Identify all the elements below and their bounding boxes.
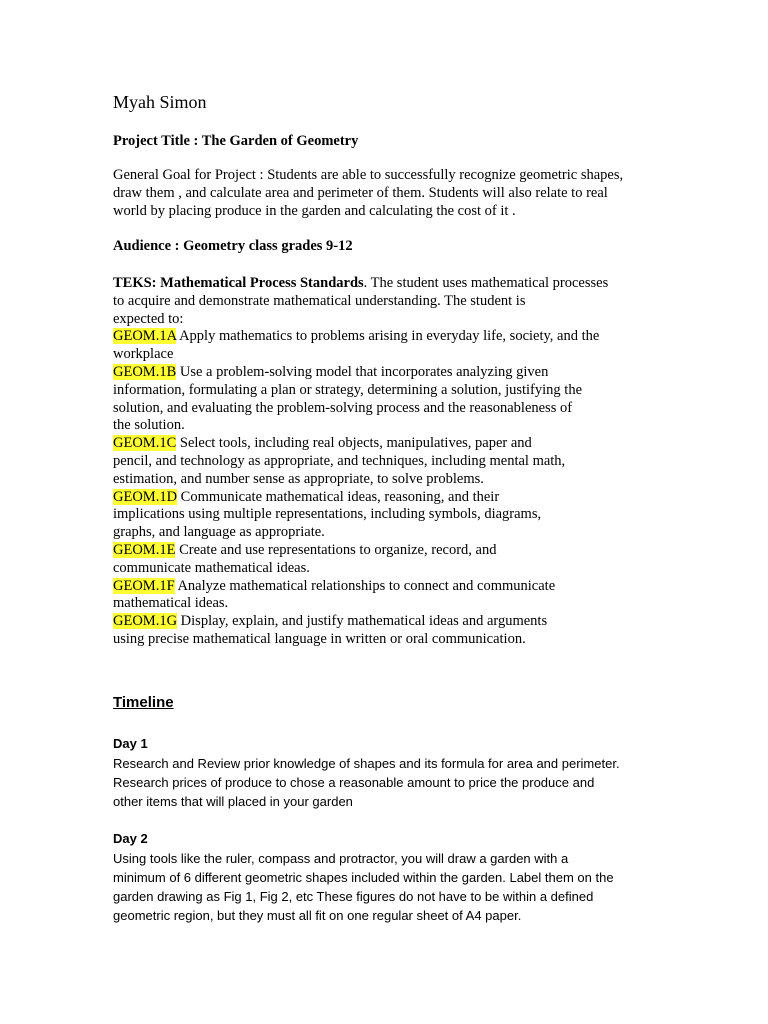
teks-intro-line: expected to: [113,310,184,327]
teks-intro-line: to acquire and demonstrate mathematical understanding. The student is [113,292,526,309]
day-line: Research prices of produce to chose a reasonable amount to price the produce and [113,775,595,790]
standard-code: GEOM.1B [113,363,177,380]
standard-code: GEOM.1F [113,577,175,594]
standard-text-line: solution, and evaluating the problem-solving process and the reasonableness of [113,399,573,416]
day-1-heading: Day 1 [113,736,148,751]
standard-text-line: workplace [113,346,174,363]
day-2-heading: Day 2 [113,831,148,846]
standard-geom-1d [113,489,608,507]
day-line: other items that will placed in your garden [113,794,353,809]
day-2-description [113,849,614,925]
teks-heading: TEKS: Mathematical Process Standards [113,275,364,291]
standard-geom-1g [113,613,608,631]
teks-section [113,275,608,649]
standard-text: Apply mathematics to problems arising in everyday life, society, and the [176,328,600,345]
standard-text-line: estimation, and number sense as appropriate, to solve problems. [113,470,484,487]
standard-code: GEOM.1D [113,488,178,505]
standard-geom-1e [113,542,608,560]
standard-geom-1b [113,364,608,382]
standard-text-line: communicate mathematical ideas. [113,559,310,576]
standard-text-line: information, formulating a plan or strategy, determining a solution, justifying the [113,381,583,398]
timeline-heading: Timeline [113,694,174,711]
day-line: garden drawing as Fig 1, Fig 2, etc These figures do not have to be within a defined [113,889,594,904]
standard-text-line: using precise mathematical language in written or oral communication. [113,630,526,647]
day-line: Research and Review prior knowledge of shapes and its formula for area and perimeter. [113,756,620,771]
standard-text: Communicate mathematical ideas, reasoning, and their [177,488,500,505]
standard-geom-1c [113,435,608,453]
standard-code: GEOM.1C [113,435,177,452]
standard-text-line: graphs, and language as appropriate. [113,524,325,541]
standard-geom-1f [113,578,608,596]
day-1-description [113,754,620,811]
standard-text: Create and use representations to organize, record, and [175,541,497,558]
standard-geom-1a [113,328,608,346]
teks-intro-text: . The student uses mathematical processes [363,275,609,291]
standard-text-line: mathematical ideas. [113,595,229,612]
day-line: minimum of 6 different geometric shapes included within the garden. Label them on the [113,870,614,885]
goal-line: world by placing produce in the garden and calculating the cost of it . [113,203,516,219]
standard-code: GEOM.1E [113,541,176,558]
standard-text: Analyze mathematical relationships to connect and communicate [174,577,556,594]
standard-text-line: implications using multiple representations, including symbols, diagrams, [113,506,542,523]
standard-text: Use a problem-solving model that incorporates analyzing given [176,363,549,380]
project-goal [113,166,623,220]
goal-line: General Goal for Project : Students are able to successfully recognize geometric shapes, [113,167,624,183]
standard-text: Select tools, including real objects, manipulatives, paper and [176,435,532,452]
goal-line: draw them , and calculate area and perimeter of them. Students will also relate to real [113,185,608,201]
standard-text-line: pencil, and technology as appropriate, and techniques, including mental math, [113,452,566,469]
standard-text: Display, explain, and justify mathematical ideas and arguments [177,613,548,630]
audience: Audience : Geometry class grades 9-12 [113,238,353,254]
day-line: Using tools like the ruler, compass and protractor, you will draw a garden with a [113,851,569,866]
day-line: geometric region, but they must all fit on one regular sheet of A4 paper. [113,908,522,923]
project-title: Project Title : The Garden of Geometry [113,133,359,149]
teks-intro-line [113,275,608,293]
author-name: Myah Simon [113,92,207,112]
standard-text-line: the solution. [113,417,185,434]
standard-code: GEOM.1G [113,613,178,630]
standard-code: GEOM.1A [113,328,177,345]
